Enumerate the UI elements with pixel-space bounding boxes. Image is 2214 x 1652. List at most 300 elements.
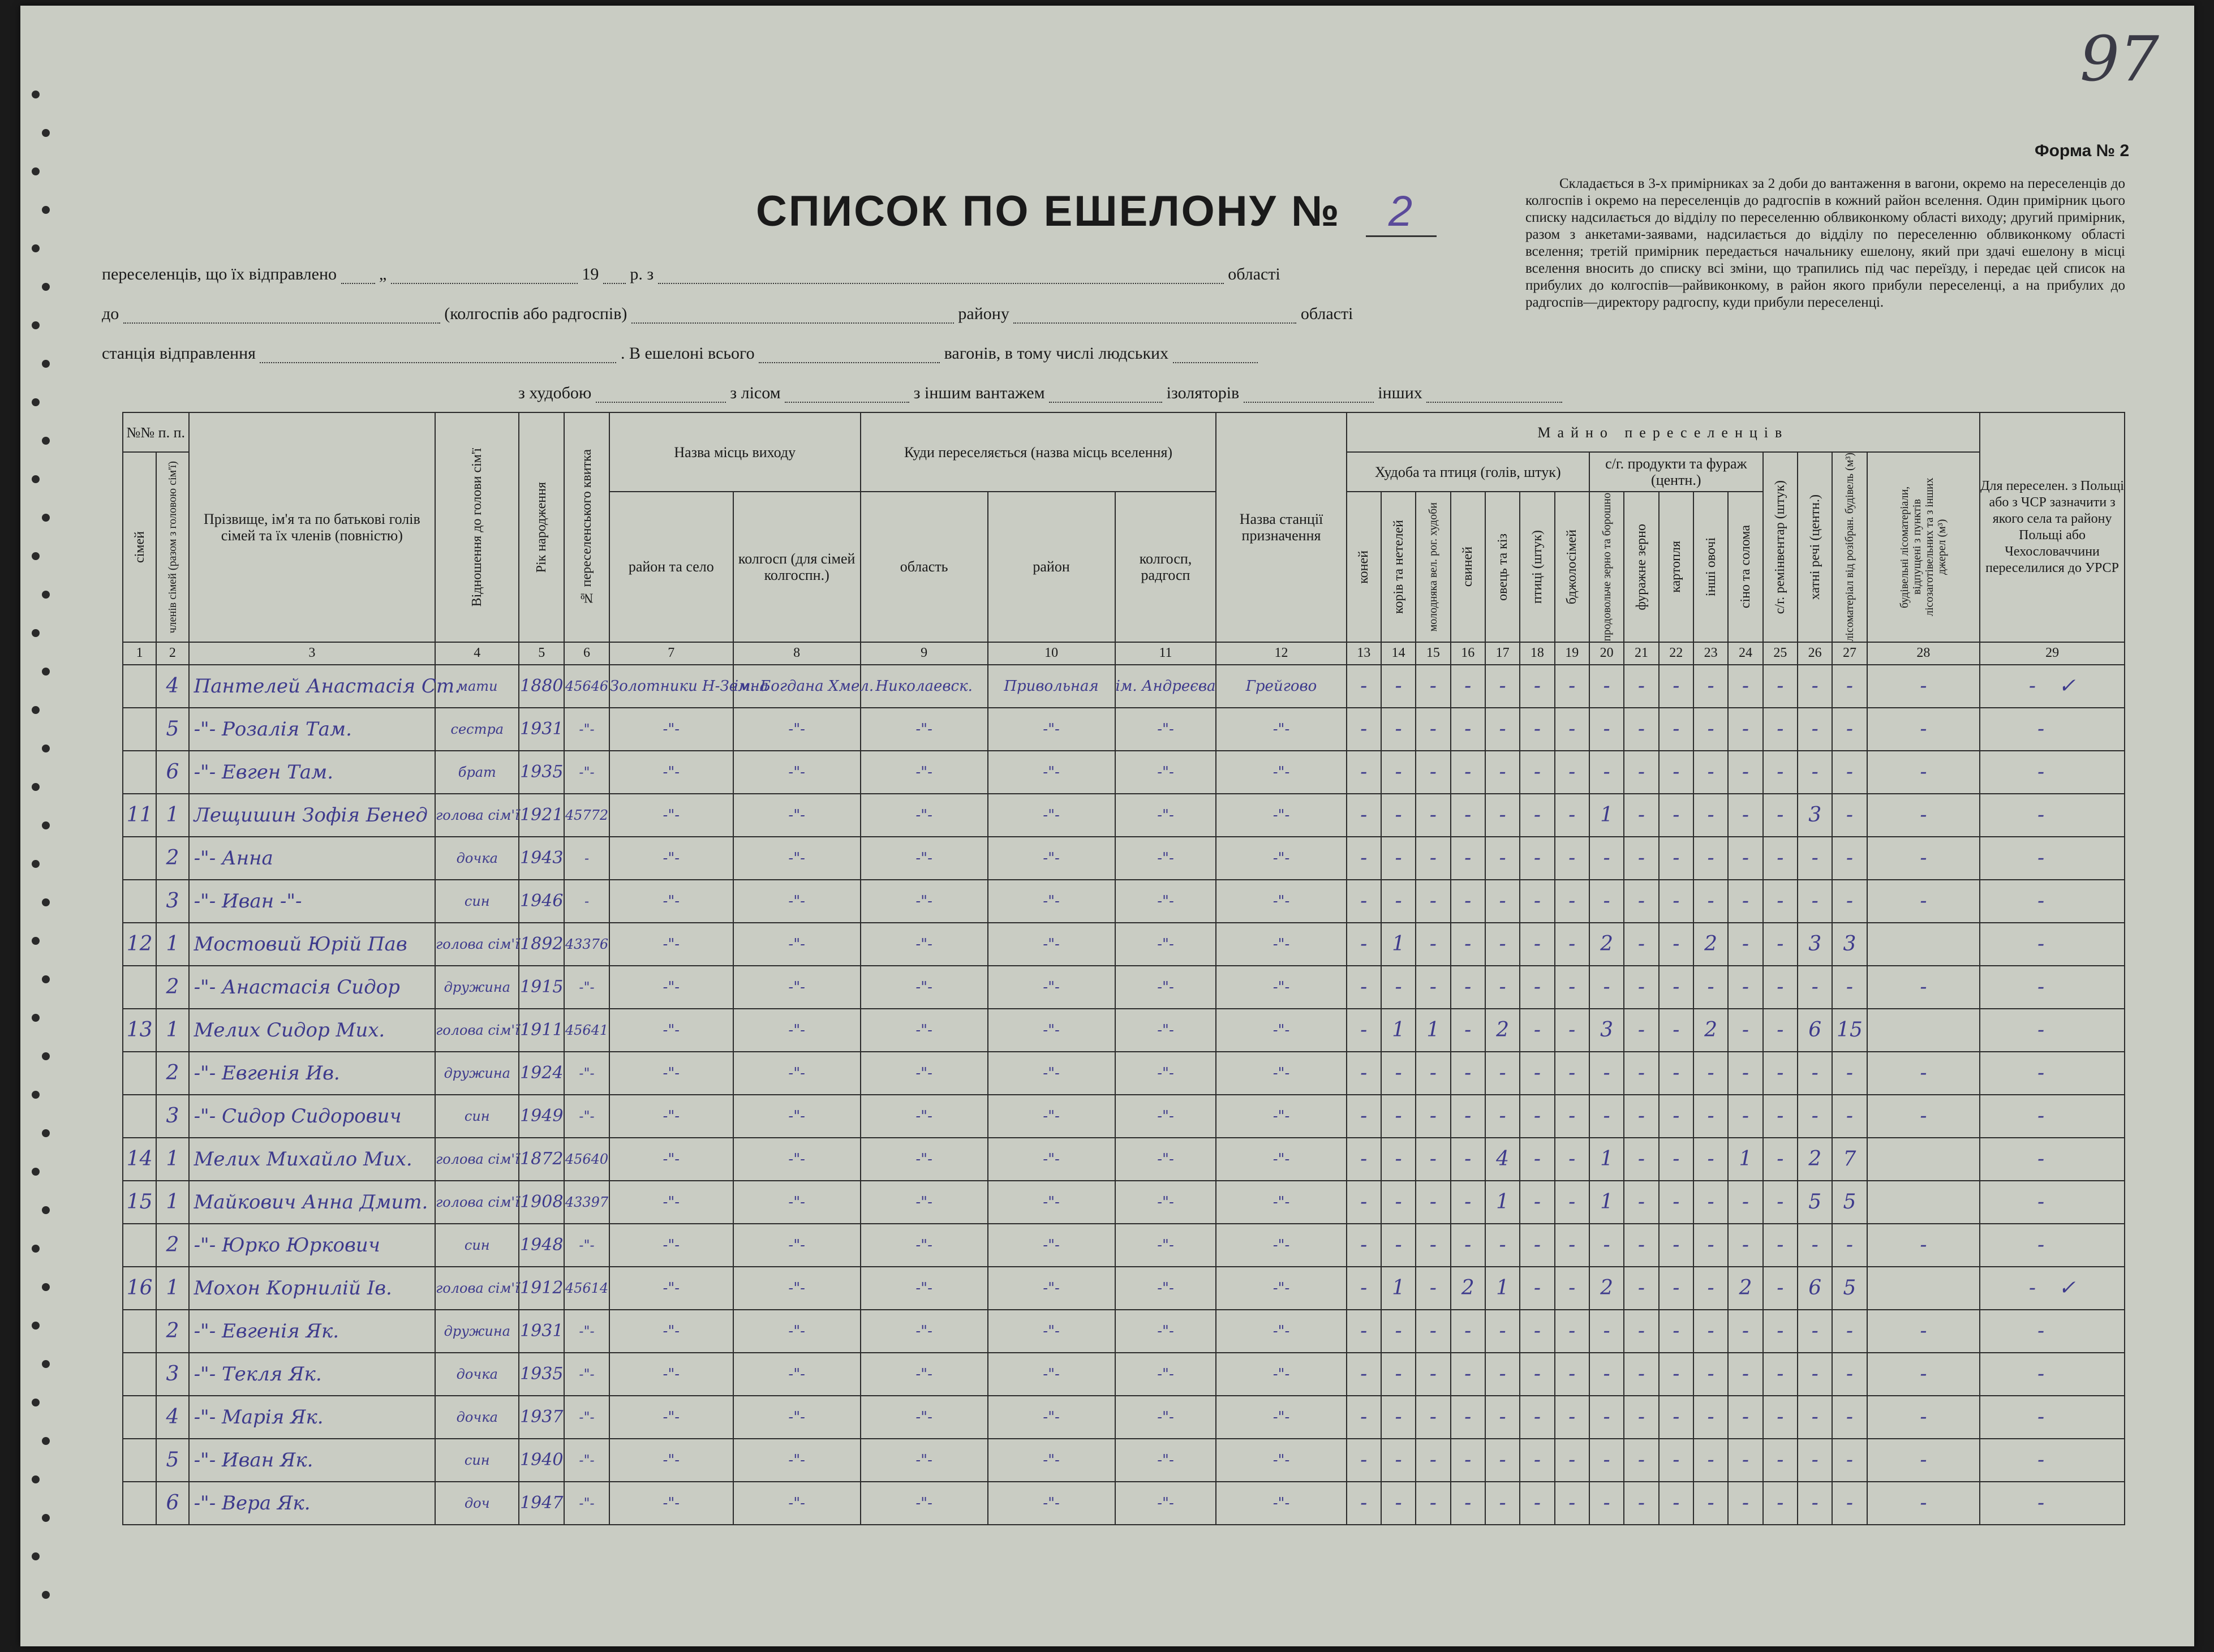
property-value: - [1832, 837, 1867, 880]
property-value: - [1416, 1310, 1450, 1353]
dest-oblast: -"- [861, 880, 988, 923]
punch-holes [20, 6, 83, 1646]
person-name: -"- Розалія Там. [189, 708, 436, 751]
property-value: - [1659, 1267, 1693, 1310]
property-value: - [1589, 708, 1624, 751]
poland-origin [1980, 923, 2125, 966]
dest-oblast: -"- [861, 708, 988, 751]
property-value: - [1728, 966, 1762, 1009]
property-value: - [1763, 1310, 1798, 1353]
dest-station: -"- [1216, 1267, 1346, 1310]
property-value: - [1589, 1052, 1624, 1095]
property-value: - [1416, 1181, 1450, 1224]
punch-hole [42, 1283, 50, 1291]
poland-origin [1980, 1095, 2125, 1138]
col-produce-header: с/г. продукти та фураж (центн.) [1589, 452, 1763, 492]
property-value: - [1624, 1439, 1658, 1482]
column-number: 25 [1763, 642, 1798, 665]
person-name: -"- Иван -"- [189, 880, 436, 923]
property-value: - [1381, 1224, 1416, 1267]
property-value: - [1693, 1396, 1728, 1439]
property-value: - [1485, 837, 1520, 880]
dest-kolhosp: -"- [1115, 1009, 1216, 1052]
dest-station: -"- [1216, 1052, 1346, 1095]
property-value: - [1347, 1267, 1381, 1310]
poland-value: - [2037, 975, 2045, 999]
property-value: - [1347, 837, 1381, 880]
property-value: - [1798, 1224, 1832, 1267]
property-value: - [1624, 794, 1658, 837]
property-value: - [1589, 1095, 1624, 1138]
property-value: - [1798, 1052, 1832, 1095]
birth-year: 1948 [519, 1224, 564, 1267]
family-number [123, 1310, 156, 1353]
property-value: - [1451, 1095, 1485, 1138]
ticket-number: 45641 [564, 1009, 609, 1052]
property-value [1867, 1138, 1980, 1181]
header-l4-b: з лісом [730, 384, 781, 402]
property-value: - [1763, 1138, 1798, 1181]
person-name: -"- Юрко Юркович [189, 1224, 436, 1267]
property-value: - [1659, 1310, 1693, 1353]
ticket-number: -"- [564, 1052, 609, 1095]
poland-origin [1980, 1052, 2125, 1095]
property-value: - [1763, 1439, 1798, 1482]
property-value: - [1624, 665, 1658, 708]
person-name: -"- Евгенія Ив. [189, 1052, 436, 1095]
header-l4-e: інших [1378, 384, 1422, 402]
column-number: 6 [564, 642, 609, 665]
header-l2-c: району [958, 304, 1009, 323]
punch-hole [42, 1514, 50, 1522]
punch-hole [32, 475, 40, 483]
dest-oblast: Николаевск. [861, 665, 988, 708]
property-value: - [1763, 665, 1798, 708]
property-value: - [1520, 751, 1554, 794]
property-value: - [1381, 1052, 1416, 1095]
property-value: - [1589, 1396, 1624, 1439]
property-value: - [1693, 1095, 1728, 1138]
col-potato-header: картопля [1669, 541, 1684, 593]
property-value: - [1693, 966, 1728, 1009]
poland-value: - [2037, 1061, 2045, 1085]
property-value: - [1555, 794, 1589, 837]
property-value: - [1416, 1095, 1450, 1138]
property-value: - [1798, 1396, 1832, 1439]
property-value: - [1485, 751, 1520, 794]
property-value: - [1381, 1439, 1416, 1482]
ticket-number: -"- [564, 1482, 609, 1525]
ticket-number: - [564, 837, 609, 880]
header-l2-a: до [102, 304, 119, 323]
dest-station: -"- [1216, 1095, 1346, 1138]
property-value: - [1763, 837, 1798, 880]
punch-hole [42, 360, 50, 368]
property-value: - [1798, 966, 1832, 1009]
family-number: 15 [123, 1181, 156, 1224]
property-value: 1 [1589, 1138, 1624, 1181]
member-number: 6 [156, 1482, 188, 1525]
property-value: 3 [1798, 923, 1832, 966]
header-l1-d: р. з [630, 265, 654, 283]
property-value: - [1451, 1224, 1485, 1267]
column-number: 24 [1728, 642, 1762, 665]
family-number [123, 1095, 156, 1138]
property-value: 2 [1693, 923, 1728, 966]
property-value: - [1832, 1224, 1867, 1267]
property-value: 2 [1485, 1009, 1520, 1052]
column-number: 2 [156, 642, 188, 665]
property-value: - [1763, 708, 1798, 751]
property-value: - [1555, 751, 1589, 794]
header-l3-c: вагонів, в тому числі людських [944, 344, 1169, 363]
dest-kolhosp: -"- [1115, 1439, 1216, 1482]
family-number: 12 [123, 923, 156, 966]
property-value: 1 [1485, 1181, 1520, 1224]
property-value: - [1520, 1310, 1554, 1353]
property-value: 5 [1798, 1181, 1832, 1224]
column-number: 18 [1520, 642, 1554, 665]
column-number: 14 [1381, 642, 1416, 665]
exit-village: -"- [609, 1310, 733, 1353]
property-value: - [1659, 1052, 1693, 1095]
col-kolhosp-exit-header: колгосп (для сімей колгоспн.) [733, 492, 861, 642]
dest-kolhosp: -"- [1115, 1267, 1216, 1310]
property-value: - [1728, 1052, 1762, 1095]
dest-kolhosp: -"- [1115, 966, 1216, 1009]
property-value: - [1347, 1181, 1381, 1224]
column-number: 5 [519, 642, 564, 665]
dest-raion: -"- [988, 1482, 1115, 1525]
property-value: - [1381, 794, 1416, 837]
property-value: 1 [1381, 923, 1416, 966]
property-value: - [1798, 1095, 1832, 1138]
property-value: - [1589, 1353, 1624, 1396]
dest-raion: -"- [988, 1181, 1115, 1224]
birth-year: 1949 [519, 1095, 564, 1138]
col-families-header: сімей [132, 531, 147, 563]
header-line-2 [102, 304, 1353, 324]
property-value: - [1728, 1439, 1762, 1482]
exit-kolhosp: -"- [733, 751, 861, 794]
col-veg-header: інші овочі [1703, 537, 1718, 596]
punch-hole [42, 745, 50, 752]
punch-hole [42, 1591, 50, 1599]
dest-oblast: -"- [861, 751, 988, 794]
property-value: - [1520, 1396, 1554, 1439]
punch-hole [42, 898, 50, 906]
property-value: - [1624, 708, 1658, 751]
birth-year: 1908 [519, 1181, 564, 1224]
property-value: - [1451, 1439, 1485, 1482]
property-value: - [1485, 966, 1520, 1009]
dest-kolhosp: -"- [1115, 1095, 1216, 1138]
member-number: 5 [156, 1439, 188, 1482]
property-value: 1 [1416, 1009, 1450, 1052]
col-hay-header: сіно та солома [1738, 525, 1753, 609]
property-value: - [1659, 923, 1693, 966]
column-number-row [123, 642, 2125, 665]
col-oblast-header: область [861, 492, 988, 642]
property-value: - [1624, 1138, 1658, 1181]
poland-value: - [2028, 674, 2036, 698]
column-number: 13 [1347, 642, 1381, 665]
family-number: 14 [123, 1138, 156, 1181]
property-value: - [1867, 1396, 1980, 1439]
person-name: -"- Евгенія Як. [189, 1310, 436, 1353]
property-value: - [1832, 1095, 1867, 1138]
property-value: - [1381, 751, 1416, 794]
member-number: 2 [156, 1224, 188, 1267]
poland-origin [1980, 665, 2125, 708]
col-relation-header: Відношення до голови сім'ї [470, 448, 485, 607]
property-value: - [1832, 1310, 1867, 1353]
exit-kolhosp: -"- [733, 923, 861, 966]
col-poultry-header: птиці (штук) [1529, 530, 1545, 604]
exit-village: -"- [609, 708, 733, 751]
ticket-number: -"- [564, 1095, 609, 1138]
table-row [123, 1181, 2125, 1224]
dest-station: Грейгово [1216, 665, 1346, 708]
property-value: - [1485, 923, 1520, 966]
property-value: - [1555, 1224, 1589, 1267]
person-name: -"- Текля Як. [189, 1353, 436, 1396]
poland-value: - [2037, 846, 2045, 870]
exit-village: -"- [609, 1181, 733, 1224]
punch-hole [42, 975, 50, 983]
dest-kolhosp: -"- [1115, 708, 1216, 751]
property-value: - [1867, 1224, 1980, 1267]
punch-hole [42, 129, 50, 137]
dest-station: -"- [1216, 1224, 1346, 1267]
property-value: 1 [1728, 1138, 1762, 1181]
dest-oblast: -"- [861, 923, 988, 966]
family-number [123, 1439, 156, 1482]
property-value: - [1763, 1353, 1798, 1396]
table-row [123, 1095, 2125, 1138]
ticket-number: -"- [564, 1396, 609, 1439]
punch-hole [32, 1552, 40, 1560]
table-row [123, 1439, 2125, 1482]
column-number: 3 [189, 642, 436, 665]
column-number: 26 [1798, 642, 1832, 665]
property-value: - [1832, 1353, 1867, 1396]
property-value: - [1589, 1482, 1624, 1525]
dest-oblast: -"- [861, 794, 988, 837]
property-value: - [1520, 1052, 1554, 1095]
property-value: - [1763, 1482, 1798, 1525]
family-number: 11 [123, 794, 156, 837]
person-name: -"- Иван Як. [189, 1439, 436, 1482]
exit-village: -"- [609, 1482, 733, 1525]
property-value: - [1832, 708, 1867, 751]
property-value [1867, 923, 1980, 966]
dest-station: -"- [1216, 708, 1346, 751]
property-value: - [1416, 1138, 1450, 1181]
table-row [123, 1009, 2125, 1052]
column-number: 23 [1693, 642, 1728, 665]
property-value: - [1867, 1095, 1980, 1138]
poland-value: - [2037, 1233, 2045, 1257]
table-row [123, 923, 2125, 966]
table-row [123, 794, 2125, 837]
property-value: 1 [1589, 1181, 1624, 1224]
property-value: - [1693, 708, 1728, 751]
punch-hole [32, 783, 40, 791]
table-row [123, 1267, 2125, 1310]
property-value: - [1659, 1396, 1693, 1439]
col-property-header: Майно переселенців [1347, 412, 1980, 452]
property-value: - [1451, 665, 1485, 708]
form-label: Форма № 2 [2035, 141, 2130, 160]
property-value: - [1347, 923, 1381, 966]
property-value: - [1693, 1310, 1728, 1353]
property-value: - [1624, 1224, 1658, 1267]
family-number [123, 665, 156, 708]
register-table [122, 412, 2125, 1525]
property-value: - [1763, 966, 1798, 1009]
punch-hole [32, 1475, 40, 1483]
dest-station: -"- [1216, 923, 1346, 966]
property-value: - [1416, 837, 1450, 880]
property-value: - [1728, 1181, 1762, 1224]
poland-value: - [2037, 803, 2045, 827]
property-value: - [1555, 1439, 1589, 1482]
exit-kolhosp: -"- [733, 1095, 861, 1138]
person-name: -"- Анна [189, 837, 436, 880]
exit-village: -"- [609, 794, 733, 837]
property-value: - [1798, 880, 1832, 923]
ticket-number: -"- [564, 1439, 609, 1482]
property-value: - [1555, 1138, 1589, 1181]
property-value: - [1485, 1353, 1520, 1396]
exit-kolhosp: -"- [733, 1009, 861, 1052]
property-value: - [1416, 1482, 1450, 1525]
exit-kolhosp: -"- [733, 1267, 861, 1310]
property-value: 4 [1485, 1138, 1520, 1181]
ticket-number: 45772 [564, 794, 609, 837]
relation: син [435, 1095, 519, 1138]
document-sheet [20, 6, 2194, 1646]
property-value: 6 [1798, 1009, 1832, 1052]
property-value: - [1589, 665, 1624, 708]
dest-station: -"- [1216, 751, 1346, 794]
dest-oblast: -"- [861, 1095, 988, 1138]
punch-hole [32, 860, 40, 868]
property-value: - [1763, 1224, 1798, 1267]
col-members-header: членів сімей (разом з головою сім'ї) [166, 461, 179, 634]
column-number: 9 [861, 642, 988, 665]
column-number: 20 [1589, 642, 1624, 665]
table-row [123, 1353, 2125, 1396]
person-name: Пантелей Анастасія Ст. [189, 665, 436, 708]
property-value: - [1624, 966, 1658, 1009]
dest-raion: -"- [988, 1267, 1115, 1310]
exit-kolhosp: ім. Богдана Хмел. [733, 665, 861, 708]
property-value: - [1867, 837, 1980, 880]
col-horses-header: коней [1356, 550, 1372, 584]
property-value: - [1659, 1009, 1693, 1052]
property-value: - [1347, 1052, 1381, 1095]
property-value: - [1728, 1353, 1762, 1396]
property-value: - [1555, 1482, 1589, 1525]
property-value: - [1381, 1353, 1416, 1396]
dest-kolhosp: -"- [1115, 1482, 1216, 1525]
column-number: 29 [1980, 642, 2125, 665]
exit-kolhosp: -"- [733, 880, 861, 923]
dest-kolhosp: -"- [1115, 1181, 1216, 1224]
header-line-4 [518, 384, 1562, 403]
property-value: - [1485, 794, 1520, 837]
check-mark: ✓ [2058, 1276, 2076, 1300]
poland-value: - [2037, 717, 2045, 741]
dest-oblast: -"- [861, 1181, 988, 1224]
punch-hole [32, 629, 40, 637]
property-value: - [1763, 1009, 1798, 1052]
property-value: - [1589, 1224, 1624, 1267]
property-value: - [1728, 1009, 1762, 1052]
ticket-number: 45614 [564, 1267, 609, 1310]
header-l2-d: області [1300, 304, 1353, 323]
property-value: 1 [1485, 1267, 1520, 1310]
property-value: 5 [1832, 1267, 1867, 1310]
property-value: - [1347, 1224, 1381, 1267]
dest-oblast: -"- [861, 837, 988, 880]
property-value: - [1520, 1095, 1554, 1138]
property-value: - [1693, 1138, 1728, 1181]
poland-value: - [2037, 1190, 2045, 1214]
table-row [123, 966, 2125, 1009]
property-value: - [1555, 1181, 1589, 1224]
property-value: - [1624, 1310, 1658, 1353]
person-name: Мелих Сидор Мих. [189, 1009, 436, 1052]
relation: доч [435, 1482, 519, 1525]
property-value: - [1763, 1052, 1798, 1095]
property-value: - [1728, 794, 1762, 837]
property-value: - [1693, 665, 1728, 708]
exit-village: -"- [609, 1138, 733, 1181]
table-row [123, 708, 2125, 751]
property-value: - [1798, 1310, 1832, 1353]
property-value: - [1624, 923, 1658, 966]
member-number: 3 [156, 1353, 188, 1396]
property-value: - [1520, 794, 1554, 837]
person-name: -"- Евген Там. [189, 751, 436, 794]
property-value: - [1693, 1353, 1728, 1396]
property-value: - [1867, 665, 1980, 708]
property-value: - [1451, 880, 1485, 923]
property-value: - [1659, 1353, 1693, 1396]
dest-raion: -"- [988, 1138, 1115, 1181]
dest-kolhosp: -"- [1115, 1396, 1216, 1439]
family-number [123, 1353, 156, 1396]
ticket-number: -"- [564, 1353, 609, 1396]
property-value: - [1798, 1482, 1832, 1525]
dest-oblast: -"- [861, 1353, 988, 1396]
person-name: -"- Марія Як. [189, 1396, 436, 1439]
punch-hole [42, 668, 50, 676]
property-value: - [1520, 1439, 1554, 1482]
person-name: -"- Анастасія Сидор [189, 966, 436, 1009]
property-value: - [1728, 1224, 1762, 1267]
exit-village: -"- [609, 1095, 733, 1138]
col-raion-header: район [988, 492, 1115, 642]
document-title [756, 187, 1437, 236]
relation: голова сім'ї [435, 1009, 519, 1052]
property-value: 5 [1832, 1181, 1867, 1224]
property-value: 3 [1798, 794, 1832, 837]
header-l1-a: переселенців, що їх відправлено [102, 265, 337, 283]
